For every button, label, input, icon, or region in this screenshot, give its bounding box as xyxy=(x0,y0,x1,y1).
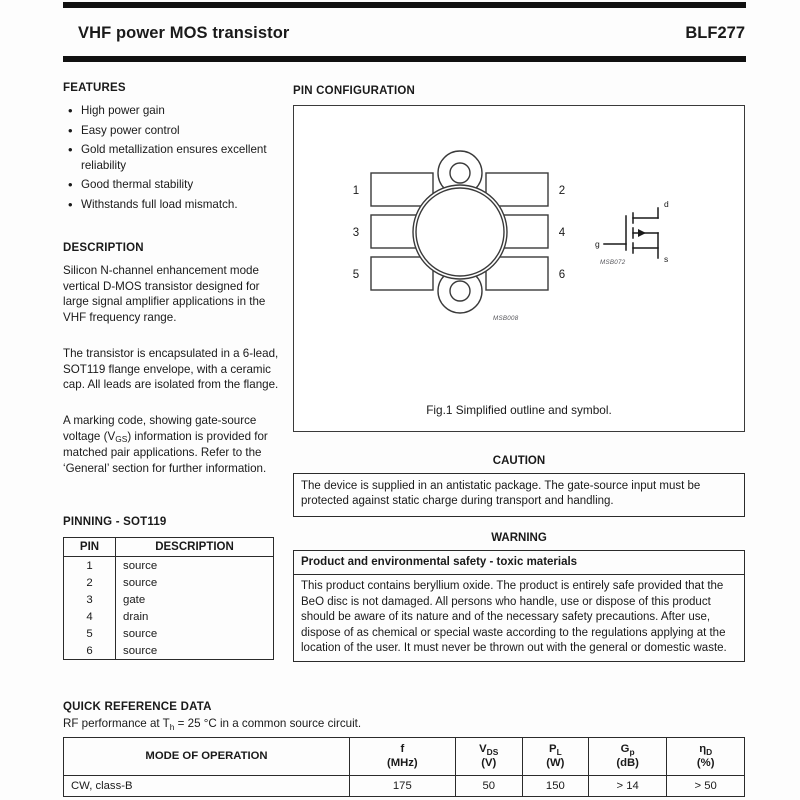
list-item xyxy=(63,197,288,213)
cell-description: source xyxy=(116,625,274,642)
bullet-icon: • xyxy=(68,103,73,118)
cell-description: source xyxy=(116,642,274,660)
table-row xyxy=(64,776,745,797)
pin-configuration-figure xyxy=(293,105,745,432)
list-item xyxy=(63,123,288,139)
cell-efficiency: > 50 xyxy=(667,776,745,797)
list-item xyxy=(63,103,288,119)
package-drawing-code: MSB008 xyxy=(493,315,519,322)
col-subscript: L xyxy=(556,746,562,757)
col-unit: (W) xyxy=(546,757,565,769)
cell-description: drain xyxy=(116,608,274,625)
caution-heading: CAUTION xyxy=(492,455,546,467)
symbol-label-gate: g xyxy=(595,239,600,249)
cell-pin: 2 xyxy=(64,574,116,591)
svg-text:4: 4 xyxy=(558,227,566,239)
cell-pin: 4 xyxy=(64,608,116,625)
col-subscript: D xyxy=(706,746,713,757)
page-title: VHF power MOS transistor xyxy=(78,24,290,42)
qrd-sub-a: RF performance at T xyxy=(63,717,170,730)
part-number: BLF277 xyxy=(685,24,745,42)
warning-text: This product contains beryllium oxide. The product is entirely safe provided that the BeO disc is not damaged. All persons who handle, use or dispose of this product should be aware of its nature and of the necessary safety precautions. After use, dispose of as chemical or special waste according to the regulations applying at the location of the user. It must never be thrown out with the general or domestic waste. xyxy=(301,580,727,655)
description-paragraph-1: Silicon N-channel enhancement mode vertical D-MOS transistor designed for large signal amplifier applications in the VHF frequency range. xyxy=(63,264,266,324)
desc-p3-subscript: GS xyxy=(115,434,128,445)
mosfet-symbol xyxy=(594,200,680,266)
pinning-heading: PINNING - SOT119 xyxy=(63,516,167,528)
quick-reference-heading: QUICK REFERENCE DATA xyxy=(63,701,212,713)
col-unit: (%) xyxy=(696,757,715,769)
description-paragraph-2: The transistor is encapsulated in a 6-lead, SOT119 flange envelope, with a ceramic cap. All leads are isolated from the flange. xyxy=(63,347,279,392)
quick-reference-subtitle xyxy=(63,716,583,733)
table-row xyxy=(64,625,274,642)
package-outline-drawing xyxy=(330,154,566,334)
warning-title: Product and environmental safety - toxic materials xyxy=(294,551,744,575)
pinning-table xyxy=(63,537,274,660)
warning-box xyxy=(293,550,745,662)
page-top-rule xyxy=(63,2,746,8)
column-header-description: DESCRIPTION xyxy=(116,538,274,557)
symbol-label-drain: d xyxy=(664,199,669,209)
bullet-icon: • xyxy=(68,142,73,158)
column-header-pl xyxy=(522,738,588,776)
table-row xyxy=(64,557,274,575)
column-header-vds xyxy=(455,738,522,776)
cell-vds: 50 xyxy=(455,776,522,797)
features-heading: FEATURES xyxy=(63,82,126,94)
feature-text: High power gain xyxy=(81,104,165,117)
svg-text:2: 2 xyxy=(558,185,566,197)
warning-heading: WARNING xyxy=(491,532,547,544)
cell-pin: 5 xyxy=(64,625,116,642)
feature-text: Good thermal stability xyxy=(81,178,194,192)
header-rule xyxy=(63,56,746,62)
pin-configuration-heading: PIN CONFIGURATION xyxy=(293,85,416,97)
table-row xyxy=(64,642,274,660)
col-symbol: V xyxy=(479,743,487,755)
col-unit: (V) xyxy=(481,757,497,769)
feature-text: Withstands full load mismatch. xyxy=(81,197,238,211)
table-header-row xyxy=(64,738,745,776)
list-item xyxy=(63,177,288,193)
list-item xyxy=(63,142,288,173)
svg-text:1: 1 xyxy=(352,185,360,197)
col-subscript: p xyxy=(629,746,635,757)
cell-mode: CW, class-B xyxy=(64,776,350,797)
cell-pin: 6 xyxy=(64,642,116,660)
feature-text: Easy power control xyxy=(81,123,180,137)
features-list xyxy=(63,103,288,217)
svg-text:3: 3 xyxy=(352,227,360,239)
qrd-sub-subscript: h xyxy=(169,721,175,732)
bullet-icon: • xyxy=(68,196,73,212)
table-row xyxy=(64,591,274,608)
col-symbol: G xyxy=(620,743,630,755)
bullet-icon: • xyxy=(68,177,73,193)
col-symbol: η xyxy=(699,743,707,755)
svg-text:6: 6 xyxy=(558,269,566,281)
caution-box xyxy=(293,473,745,517)
column-header-frequency xyxy=(350,738,456,776)
qrd-sub-b: = 25 °C in a common source circuit. xyxy=(174,717,362,730)
cell-gp: > 14 xyxy=(588,776,667,797)
column-header-pin: PIN xyxy=(64,538,116,557)
feature-text: Gold metallization ensures excellent reliability xyxy=(81,143,267,172)
column-header-efficiency xyxy=(667,738,745,776)
cell-pl: 150 xyxy=(522,776,588,797)
figure-caption: Fig.1 Simplified outline and symbol. xyxy=(426,403,612,417)
caution-text: The device is supplied in an antistatic package. The gate-source input must be protected against static charge during transport and handling. xyxy=(301,480,701,508)
col-subscript: DS xyxy=(486,746,499,757)
symbol-label-source: s xyxy=(664,254,669,264)
table-row xyxy=(64,574,274,591)
col-unit: (dB) xyxy=(616,757,639,769)
col-symbol: P xyxy=(549,743,557,755)
cell-description: source xyxy=(116,574,274,591)
col-symbol: f xyxy=(400,743,405,755)
description-heading: DESCRIPTION xyxy=(63,242,144,254)
quick-reference-table xyxy=(63,737,745,797)
table-header-row xyxy=(64,538,274,557)
cell-pin: 1 xyxy=(64,557,116,575)
table-row xyxy=(64,608,274,625)
description-paragraph-3 xyxy=(63,413,285,476)
cell-description: source xyxy=(116,557,274,575)
cell-frequency: 175 xyxy=(350,776,456,797)
cell-description: gate xyxy=(116,591,274,608)
column-header-mode: MODE OF OPERATION xyxy=(64,738,350,776)
desc-p3-a: A marking code, showing gate-source voltage (V xyxy=(63,414,257,443)
cell-pin: 3 xyxy=(64,591,116,608)
bullet-icon: • xyxy=(68,122,73,138)
svg-text:5: 5 xyxy=(352,269,360,281)
column-header-gp xyxy=(588,738,667,776)
col-unit: (MHz) xyxy=(386,757,418,769)
symbol-drawing-code: MSB072 xyxy=(600,259,626,266)
desc-p3-b: ) information is provided for matched pair applications. Refer to the ‘General’ section for further information. xyxy=(63,429,268,475)
